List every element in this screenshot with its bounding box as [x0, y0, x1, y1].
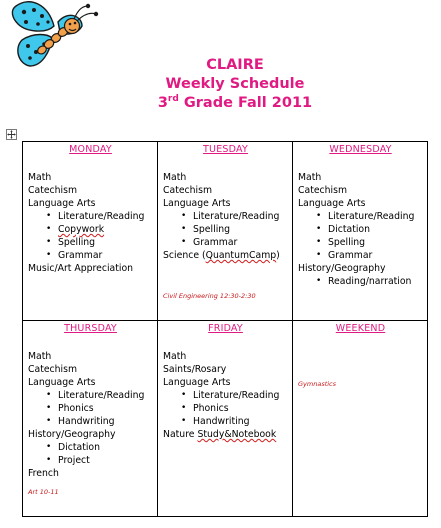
bullet-list [163, 389, 288, 428]
bullet-item: • Phonics [58, 402, 153, 415]
bullet-item: • Phonics [193, 402, 288, 415]
day-heading-tuesday: TUESDAY [203, 144, 248, 155]
bullet-list [163, 210, 288, 249]
subject-line: Catechism [28, 364, 78, 375]
subject-line: Language Arts [28, 377, 96, 388]
bullet-item: • Project [58, 454, 153, 467]
grade-number: 3 [157, 95, 168, 111]
schedule-note: Civil Engineering 12:30-2:30 [163, 292, 256, 300]
bullet-item: • Handwriting [58, 415, 153, 428]
subject-line: Music/Art Appreciation [28, 263, 134, 274]
subject-line [163, 249, 288, 262]
bullet-item [58, 223, 153, 236]
day-heading-thursday: THURSDAY [64, 323, 117, 334]
bullet-list [28, 389, 153, 428]
subject-line: Saints/Rosary [163, 364, 227, 375]
nature-notebook: Study&Notebook [197, 429, 277, 440]
bullet-item: • Grammar [328, 249, 423, 262]
subject-line: History/Geography [298, 263, 386, 274]
bullet-item: • Spelling [193, 223, 288, 236]
schedule-note: Gymnastics [298, 380, 337, 388]
subject-line: Catechism [298, 185, 348, 196]
schedule-note: Art 10-11 [28, 488, 59, 496]
bullet-item: • Literature/Reading [58, 389, 153, 402]
bullet-list [28, 441, 153, 467]
day-heading-monday: MONDAY [69, 144, 112, 155]
bullet-list [298, 210, 423, 262]
subject-line: History/Geography [28, 429, 116, 440]
bullet-item: • Spelling [58, 236, 153, 249]
subject-line: Math [298, 172, 322, 183]
day-heading-wednesday: WEDNESDAY [329, 144, 392, 155]
weekly-schedule-table [22, 141, 428, 517]
subject-line: Math [163, 351, 187, 362]
bullet-item: • Grammar [58, 249, 153, 262]
subject-line: Math [28, 172, 52, 183]
subject-line: French [28, 468, 59, 479]
day-cell-friday [158, 321, 293, 517]
day-heading-weekend: WEEKEND [335, 323, 386, 334]
grade-term [130, 94, 340, 113]
bullet-item: • Grammar [193, 236, 288, 249]
subject-line: Language Arts [163, 198, 231, 209]
bullet-item: • Literature/Reading [193, 210, 288, 223]
subject-line: Math [28, 351, 52, 362]
table-move-handle-icon[interactable] [6, 129, 17, 140]
bullet-list [28, 210, 153, 262]
day-cell-monday [23, 142, 158, 321]
subject-line: Math [163, 172, 187, 183]
science-close: ) [276, 250, 280, 261]
subject-line: Catechism [28, 185, 78, 196]
science-program: QuantumCamp [205, 250, 277, 261]
bullet-item: • Literature/Reading [58, 210, 153, 223]
bullet-item: • Handwriting [193, 415, 288, 428]
grade-suffix: rd [167, 94, 179, 105]
day-cell-wednesday [293, 142, 428, 321]
bullet-list [298, 275, 423, 288]
subject-line: Language Arts [28, 198, 96, 209]
schedule-subtitle: Weekly Schedule [165, 76, 305, 92]
bullet-item-text: Copywork [58, 224, 105, 235]
bullet-item: • Literature/Reading [193, 389, 288, 402]
subject-line [163, 428, 288, 441]
subject-line: Language Arts [163, 377, 231, 388]
bullet-item: • Literature/Reading [328, 210, 423, 223]
day-heading-friday: FRIDAY [208, 323, 243, 334]
nature-label: Nature [163, 429, 198, 440]
subject-line: Catechism [163, 185, 213, 196]
butterfly-illustration [8, 0, 108, 72]
bullet-item: • Spelling [328, 236, 423, 249]
subject-line: Language Arts [298, 198, 366, 209]
day-cell-weekend [293, 321, 428, 517]
day-cell-tuesday [158, 142, 293, 321]
day-cell-thursday [23, 321, 158, 517]
bullet-item: • Dictation [58, 441, 153, 454]
grade-rest: Grade Fall 2011 [178, 95, 313, 111]
student-name: CLAIRE [206, 57, 264, 73]
bullet-item: • Dictation [328, 223, 423, 236]
science-label: Science ( [163, 250, 206, 261]
bullet-item: • Reading/narration [328, 275, 423, 288]
title-block [130, 56, 340, 113]
